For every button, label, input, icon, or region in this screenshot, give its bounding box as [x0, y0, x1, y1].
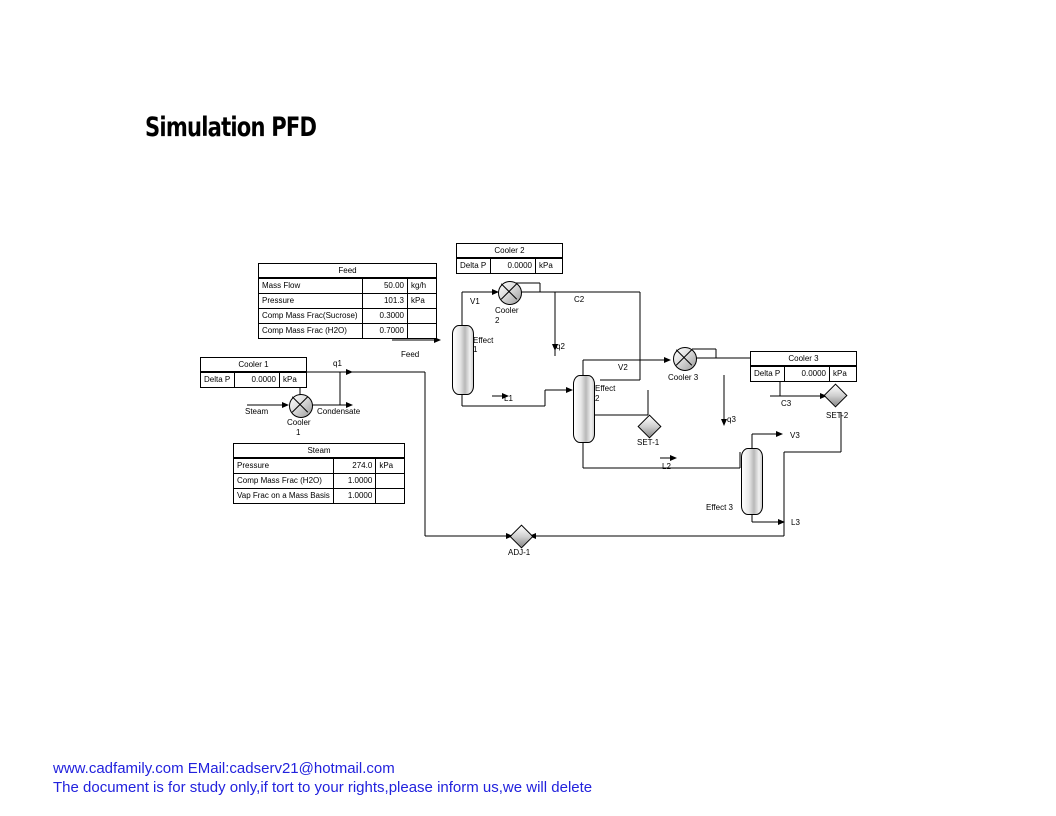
- label-effect3: Effect 3: [706, 503, 733, 512]
- cooler1-unit[interactable]: [289, 394, 313, 418]
- label-cooler2: Cooler: [495, 306, 519, 315]
- label-cooler1-num: 1: [296, 428, 301, 437]
- table-row: [751, 367, 856, 382]
- table-row: [234, 459, 404, 474]
- cell-value: 50.00: [363, 279, 408, 294]
- label-v1: V1: [470, 297, 480, 306]
- cell-value: 274.0: [333, 459, 376, 474]
- cell-unit: kPa: [280, 373, 307, 388]
- cooler2-table-title: Cooler 2: [457, 244, 562, 258]
- cell-value: 0.0000: [235, 373, 280, 388]
- feed-table: [258, 263, 437, 339]
- steam-table: [233, 443, 405, 504]
- label-l2: L2: [662, 462, 671, 471]
- label-effect2: Effect: [595, 384, 616, 393]
- steam-table-title: Steam: [234, 444, 404, 458]
- label-set1: SET-1: [637, 438, 660, 447]
- cell-unit: kg/h: [408, 279, 437, 294]
- cell-unit: kPa: [830, 367, 857, 382]
- label-set2: SET-2: [826, 411, 849, 420]
- effect1-column[interactable]: [452, 325, 474, 395]
- label-effect1-num: 1: [473, 345, 478, 354]
- cell-unit: [376, 474, 404, 489]
- table-row: [457, 259, 562, 274]
- table-row: [259, 294, 436, 309]
- effect2-column[interactable]: [573, 375, 595, 443]
- cell-unit: [408, 309, 437, 324]
- effect3-column[interactable]: [741, 448, 763, 515]
- page-title: Simulation PFD: [145, 112, 317, 143]
- label-cooler2-num: 2: [495, 316, 500, 325]
- table-row: [259, 324, 436, 339]
- cooler2-table: [456, 243, 563, 274]
- label-q1: q1: [333, 359, 342, 368]
- cell-label: Delta P: [751, 367, 785, 382]
- table-row: [259, 309, 436, 324]
- cell-value: 1.0000: [333, 489, 376, 504]
- label-l3: L3: [791, 518, 800, 527]
- cell-unit: kPa: [536, 259, 563, 274]
- cell-label: Comp Mass Frac (H2O): [234, 474, 333, 489]
- cell-label: Vap Frac on a Mass Basis: [234, 489, 333, 504]
- cooler1-table: [200, 357, 307, 388]
- cell-label: Comp Mass Frac(Sucrose): [259, 309, 363, 324]
- cell-label: Mass Flow: [259, 279, 363, 294]
- cooler3-table: [750, 351, 857, 382]
- label-cooler1: Cooler: [287, 418, 311, 427]
- label-v2: V2: [618, 363, 628, 372]
- label-c3: C3: [781, 399, 792, 408]
- cooler3-unit[interactable]: [673, 347, 697, 371]
- cell-value: 0.7000: [363, 324, 408, 339]
- label-condensate: Condensate: [317, 407, 361, 416]
- label-effect2-num: 2: [595, 394, 600, 403]
- cell-label: Comp Mass Frac (H2O): [259, 324, 363, 339]
- label-l1: L1: [504, 394, 513, 403]
- cell-value: 1.0000: [333, 474, 376, 489]
- cell-label: Delta P: [457, 259, 491, 274]
- label-c2: C2: [574, 295, 585, 304]
- label-v3: V3: [790, 431, 800, 440]
- footer-line-1: www.cadfamily.com EMail:cadserv21@hotmail.com: [53, 760, 395, 777]
- cell-unit: [408, 324, 437, 339]
- label-feed: Feed: [401, 350, 420, 359]
- label-effect1: Effect: [473, 336, 494, 345]
- cooler2-unit[interactable]: [498, 281, 522, 305]
- table-row: [234, 489, 404, 504]
- label-q2: q2: [556, 342, 565, 351]
- footer-line-2: The document is for study only,if tort to your rights,please inform us,we will delete: [53, 779, 593, 796]
- label-adj1: ADJ-1: [508, 548, 531, 557]
- label-cooler3: Cooler 3: [668, 373, 699, 382]
- cell-value: 0.3000: [363, 309, 408, 324]
- cell-label: Delta P: [201, 373, 235, 388]
- cell-label: Pressure: [259, 294, 363, 309]
- cell-unit: kPa: [408, 294, 437, 309]
- table-row: [234, 474, 404, 489]
- table-row: [201, 373, 306, 388]
- label-steam: Steam: [245, 407, 269, 416]
- cell-unit: kPa: [376, 459, 404, 474]
- cell-value: 0.0000: [785, 367, 830, 382]
- cell-value: 101.3: [363, 294, 408, 309]
- label-q3: q3: [727, 415, 736, 424]
- feed-table-title: Feed: [259, 264, 436, 278]
- cell-unit: [376, 489, 404, 504]
- cell-label: Pressure: [234, 459, 333, 474]
- table-row: [259, 279, 436, 294]
- cell-value: 0.0000: [491, 259, 536, 274]
- cooler1-table-title: Cooler 1: [201, 358, 306, 372]
- cooler3-table-title: Cooler 3: [751, 352, 856, 366]
